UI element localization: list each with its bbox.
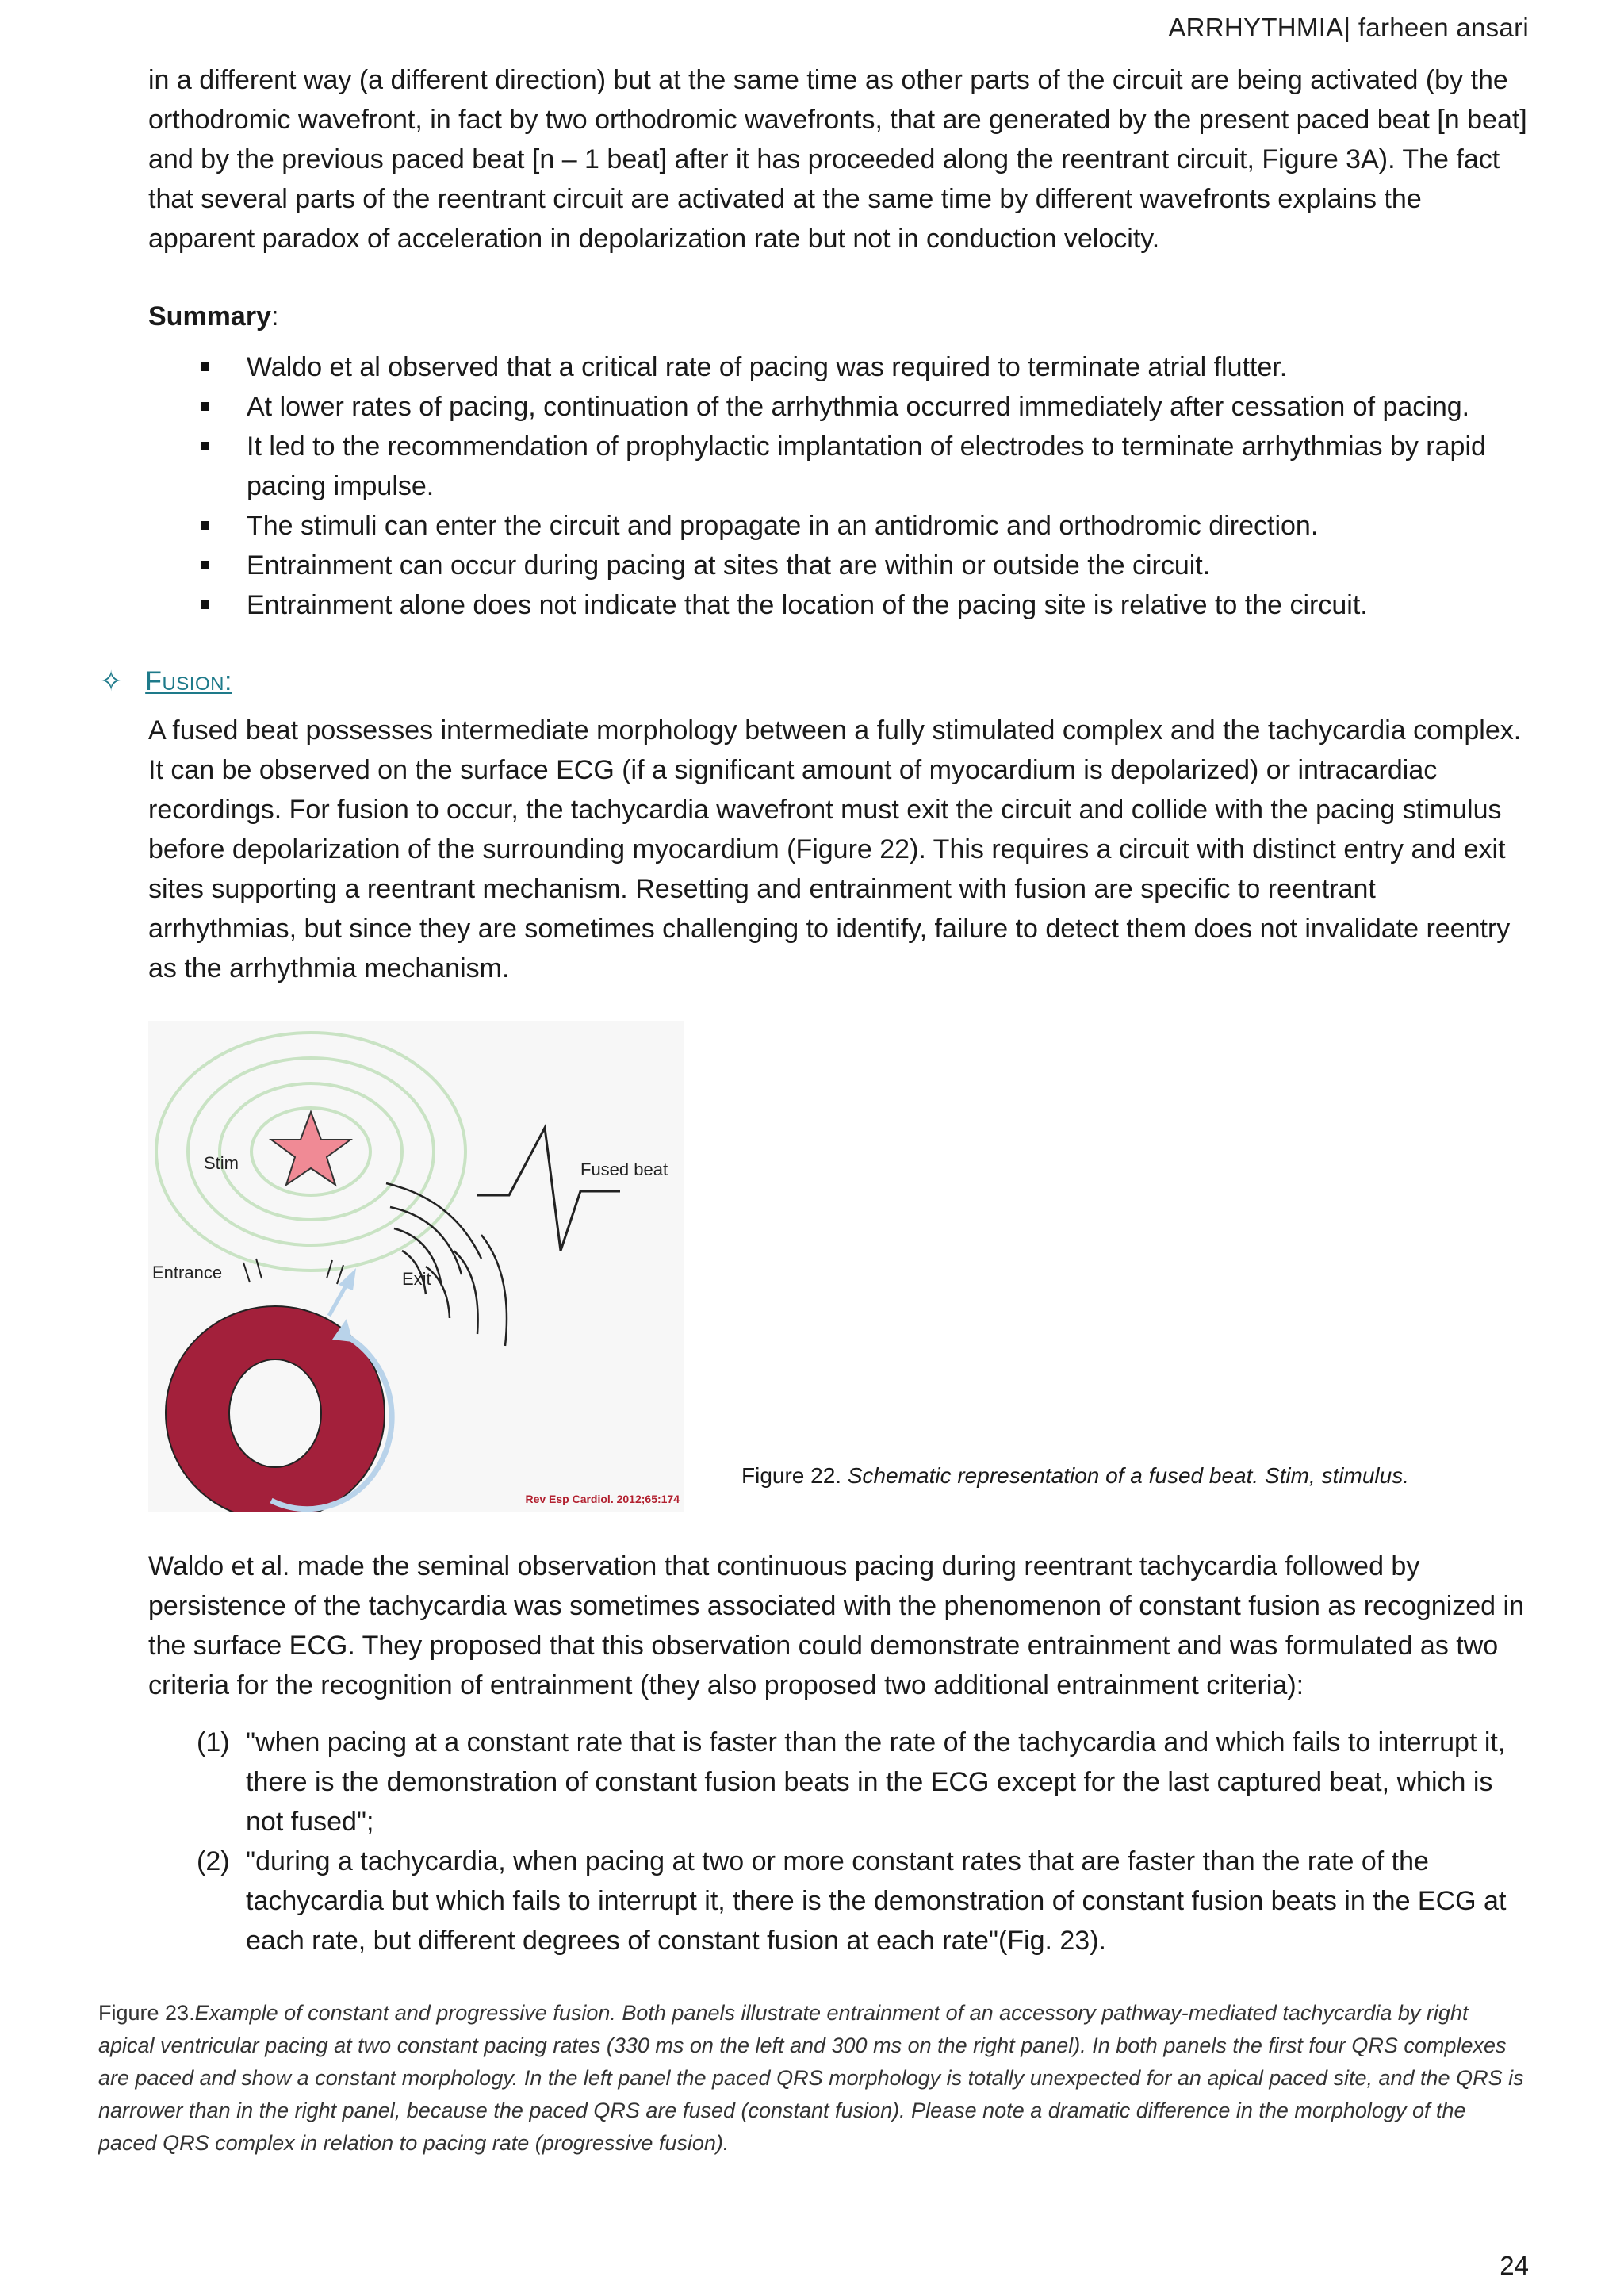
criterion-text: "during a tachycardia, when pacing at two or more constant rates that are faster than the rate of the tachycardia but which fails to interrupt it, there is the demonstration of constant fusion beats in the ECG at each rate, but different degrees of constant fusion at each rate"(Fig. 23).: [246, 1846, 1507, 1956]
criteria-list: [197, 1723, 1537, 1961]
intro-paragraph: in a different way (a different direction) but at the same time as other parts of the circuit are being activated (by the orthodromic wavefront, in fact by two orthodromic wavefronts, that are generated by the present paced beat [n beat] and by the previous paced beat [n – 1 beat] after it has proceeded along the reentrant circuit, Figure 3A). The fact that several parts of the reentrant circuit are activated at the same time by different wavefronts explains the apparent paradox of acceleration in depolarization rate but not in conduction velocity.: [148, 65, 1527, 254]
page-number: 24: [1500, 2251, 1529, 2280]
caption-prefix: Figure 23.: [98, 2001, 195, 2025]
list-item: [197, 1723, 1537, 1842]
list-item-text: The stimuli can enter the circuit and propagate in an antidromic and orthodromic direction.: [247, 511, 1319, 541]
figure-22-image: [148, 1021, 684, 1512]
bullet-square-icon: [201, 402, 209, 411]
fusion-title: Fusion:: [145, 665, 232, 696]
list-item-text: Entrainment alone does not indicate that the location of the pacing site is relative to the circuit.: [247, 590, 1368, 620]
caption-prefix: Figure 22.: [741, 1463, 842, 1488]
bullet-square-icon: [201, 521, 209, 530]
exit-label: Exit: [402, 1269, 431, 1289]
figure-23-caption: [98, 1997, 1526, 2160]
list-item: [148, 546, 1544, 585]
list-item: [148, 506, 1544, 546]
criterion-number: (2): [197, 1846, 230, 1876]
list-item-text: It led to the recommendation of prophylactic implantation of electrodes to terminate arrhythmias by rapid pacing impulse.: [247, 431, 1486, 501]
summary-heading: [148, 301, 278, 332]
list-item: [148, 387, 1544, 427]
list-item: [148, 427, 1544, 506]
stimulus-star-icon: [271, 1112, 350, 1185]
criterion-number: (1): [197, 1727, 230, 1757]
four-point-star-icon: ✧: [99, 665, 124, 697]
list-item-text: Entrainment can occur during pacing at sites that are within or outside the circuit.: [247, 550, 1211, 581]
summary-title: Summary: [148, 301, 271, 332]
fused-beat-ecg-trace: [477, 1128, 620, 1251]
bullet-square-icon: [201, 600, 209, 609]
bullet-square-icon: [201, 442, 209, 450]
running-header: ARRHYTHMIA| farheen ansari: [1168, 13, 1529, 42]
caption-text: Schematic representation of a fused beat. Stim, stimulus.: [847, 1463, 1409, 1488]
fusion-heading: [99, 665, 232, 698]
list-item-text: Waldo et al observed that a critical rate of pacing was required to terminate atrial flutter.: [247, 352, 1288, 382]
fused-beat-label: Fused beat: [580, 1159, 668, 1179]
bullet-square-icon: [201, 561, 209, 569]
fusion-paragraph: A fused beat possesses intermediate morphology between a fully stimulated complex and the tachycardia complex. It can be observed on the surface ECG (if a significant amount of myocardium is depolarized) or intracardiac recordings. For fusion to occur, the tachycardia wavefront must exit the circuit and collide with the pacing stimulus before depolarization of the surrounding myocardium (Figure 22). This requires a circuit with distinct entry and exit sites supporting a reentrant mechanism. Resetting and entrainment with fusion are specific to reentrant arrhythmias, but since they are sometimes challenging to identify, failure to detect them does not invalidate reentry as the arrhythmia mechanism.: [148, 715, 1522, 983]
entrance-label: Entrance: [152, 1263, 223, 1282]
list-item-text: At lower rates of pacing, continuation of the arrhythmia occurred immediately after cessation of pacing.: [247, 392, 1470, 422]
list-item: [148, 585, 1544, 625]
caption-text: Example of constant and progressive fusion. Both panels illustrate entrainment of an accessory pathway-mediated tachycardia by right apical ventricular pacing at two constant pacing rates (330 ms on the left and 300 ms on the right panel). In both panels the first four QRS complexes are paced and show a constant morphology. In the left panel the paced QRS morphology is totally unexpected for an apical paced site, and the QRS is narrower than in the right panel, because the paced QRS are fused (constant fusion). Please note a dramatic difference in the morphology of the paced QRS complex in relation to pacing rate (progressive fusion).: [98, 2001, 1524, 2155]
criterion-text: "when pacing at a constant rate that is faster than the rate of the tachycardia and which fails to interrupt it, there is the demonstration of constant fusion beats in the ECG except for the last captured beat, which is not fused";: [246, 1727, 1506, 1837]
figure-22-caption: [741, 1463, 1409, 1489]
bullet-square-icon: [201, 362, 209, 371]
list-item: [197, 1842, 1537, 1961]
summary-colon: :: [270, 301, 279, 332]
waldo-paragraph: Waldo et al. made the seminal observation that continuous pacing during reentrant tachycardia followed by persistence of the tachycardia was sometimes associated with the phenomenon of constant fusion as recognized in the surface ECG. They proposed that this observation could demonstrate entrainment and was formulated as two criteria for the recognition of entrainment (they also proposed two additional entrainment criteria):: [148, 1551, 1524, 1700]
stim-label: Stim: [204, 1153, 239, 1173]
summary-list: [148, 347, 1544, 625]
source-credit: Rev Esp Cardiol. 2012;65:174: [525, 1493, 680, 1505]
list-item: [148, 347, 1544, 387]
fused-beat-diagram: [148, 1021, 684, 1512]
